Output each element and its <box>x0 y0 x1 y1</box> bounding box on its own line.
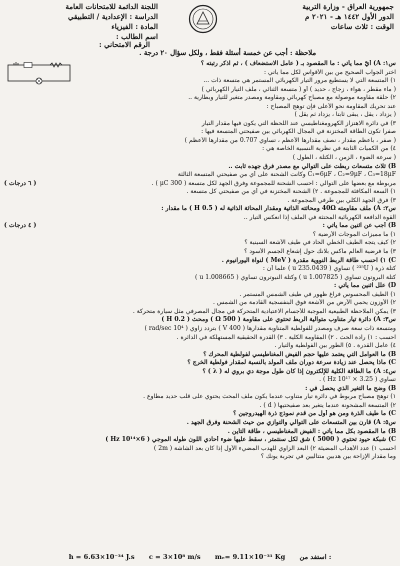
question-line <box>4 145 396 154</box>
question-line <box>4 239 396 248</box>
questions-body <box>4 60 396 462</box>
question-text: س١: A) أيّ مما يأتي : ما المقصود بـ ( عامل الاستضعاف ) ، ثم اذكر رتبته ؟ <box>200 60 396 67</box>
question-line <box>4 428 396 437</box>
question-text: ٢) المتسعة المشحونة عندما يتغير بعد صفيحتيها ( d ) . <box>259 401 396 409</box>
question-line <box>4 316 396 325</box>
question-line <box>80 69 396 78</box>
question-text: ٤) عامل القدرة . ٥) الطور بين الفولطية والتيار . <box>274 342 396 350</box>
constants-row <box>30 553 370 561</box>
question-text: صفراً تكون الطاقة المختزنة في المجال الكهربائي بين صفيحتي المتسعة فيها : <box>201 128 396 136</box>
question-text: ٣) فرق الجهد الكلي بين طرفي المجموعة . <box>287 196 396 204</box>
country-line: جمهورية العراق - وزارة التربية <box>302 2 394 11</box>
question-line <box>4 103 396 112</box>
student-name-label: اسم الطالب : <box>116 32 158 41</box>
question-text: C₁=6μF ، C₂=9μF ، C₃=18μF وكانت الشحنة على أي من صفيحتي المتسعة الثالثة <box>177 171 396 179</box>
question-text: عند تحريك المقاومة نحو الأعلى فإن توهج المصباح : <box>266 102 396 110</box>
question-text: ١) الطيف المحسوس فراغ ظهور في طيف الشمس المستمر . <box>239 290 396 298</box>
question-line <box>4 197 396 206</box>
marks-badge: ( ٦ درجات ) <box>4 179 37 187</box>
question-text: ١) المتسعة التي لا يستطيع مرور التيار الكهربائي المستمر هي متسعة ذات ... <box>203 77 396 85</box>
question-text: ٤) من الكميات الثابتة في نظرية النسبية الخاصة هي : <box>262 145 396 153</box>
question-text: س٥: A) قارن بين المتسعات على التوالي والتوازي من حيث الشحنة وفرق الجهد . <box>186 418 396 426</box>
question-text: B) ما العوامل التي يعتمد عليها حجم الفيض المغناطيسي لفولطية المحرك ؟ <box>203 350 396 358</box>
question-line <box>4 222 396 231</box>
question-line <box>4 325 396 334</box>
question-text: ٢) حلقة مقاومة موصولة مع مصباح كهربائي ومقاومة ومصدر متغير للتيار وبطارية .. <box>188 94 396 102</box>
question-line <box>4 402 396 411</box>
question-text: ١) السعة المكافئة للمجموعة . ٢) الشحنة المختزنة في أي من صفيحتي كل متسعة . <box>186 188 396 196</box>
question-text: ٢) كيف يتجه الطيف الخطي الحاد في طيف الأشعة السينية ؟ <box>244 239 396 247</box>
question-line <box>4 265 396 274</box>
question-line <box>4 163 396 172</box>
question-text: كتلة البروتون تساوي ( 1.007825 u ) وكتلة النيوترون تساوي ( 1.008665 u ) <box>194 273 396 281</box>
question-line <box>4 214 396 223</box>
question-line <box>4 248 396 257</box>
question-text: ( ماء مقطر ، هواء ، زجاج ، حديد ) أو ( متسعة الثنائي ، ملف التيار الكهربائي ) <box>201 85 396 93</box>
question-text: احسب : ١) رادة الحث . ٢) المقاومة الكلية . ٣) القدرة الحقيقية المستهلكة في الدائرة . <box>176 333 396 341</box>
electron-mass: mₑ= 9.11×10⁻³¹ Kg <box>214 553 286 561</box>
question-line <box>4 94 396 103</box>
circuit-diagram-icon <box>4 61 74 85</box>
question-text: ٢) الأوزون يحمي الأرض من الأشعة فوق البنفسجية القادمة من الشمس . <box>213 299 396 307</box>
question-text: ١) ما مميزات الموجات الأرضية ؟ <box>312 230 396 238</box>
question-text: B) أجب عن اثنين مما يأتي : <box>322 222 396 230</box>
question-line <box>80 60 396 69</box>
question-text: ( صفر ، بأعظم مقدار ، نصف مقدارها الأعظم ، تساوي 0.707 من مقدارها الأعظم ) <box>184 136 396 144</box>
question-line <box>4 120 396 129</box>
question-text: B) وضح ما التغير الذي يحصل في : <box>305 384 396 392</box>
seat-number-label: الرقم الامتحاني : <box>99 40 150 49</box>
question-line <box>4 419 396 428</box>
question-text: اختر الجواب الصحيح من بين الأقواس لكل مما يأتي : <box>264 68 396 76</box>
question-line <box>4 171 396 180</box>
question-line <box>4 86 396 95</box>
committee-line: اللجنة الدائمة للامتحانات العامة <box>65 2 158 11</box>
constants-label: استفد من : <box>299 553 332 561</box>
question-text: ٣) يمكن الملاحظة الطبيعية الموجبة للأجسام الاعتيادية المتحركة في مجال المصرفي مثل سيارة متحركة . <box>132 307 396 315</box>
question-text: تساوي ( 3.25 × 10¹⁷ Hz ) . <box>319 376 396 384</box>
round-line: الدور الأول ١٤٤٢ هـ - ٢٠٢١ م <box>305 12 394 21</box>
question-text: ٣) في دائرة الاهتزاز الكهرومغناطيسي عند اللحظة التي يكون فيها مقدار التيار <box>201 119 396 127</box>
question-line <box>4 342 396 351</box>
question-line <box>4 154 396 163</box>
question-line <box>4 180 396 189</box>
header-ministry-block <box>244 2 394 32</box>
question-text: ١) توهج مصباح مربوط في دائرة تيار متناوب عندما يكون ملف المحث يحتوي على قلب حديد مطاوع . <box>143 393 396 401</box>
question-line <box>4 137 396 146</box>
question-text: احسب ١) عدد الأهداب المضيئة ٢) البعد الزاوي للهدب المضيء الأول إذا كان بعد الشاشة ( 2m ) <box>153 444 396 452</box>
exam-header <box>4 2 396 60</box>
question-line <box>4 351 396 360</box>
time-line: الوقت : ثلاث ساعات <box>330 22 394 31</box>
question-text: C) شبكة حيود تحتوي ( 5000 ) شق لكل سنتمتر ، سقط عليها ضوء أحادي اللون طوله الموجي ( 6×10¹⁴ Hz ) <box>105 436 396 444</box>
question-text: C) ما طيف الذرة ومن هو أول من قدم نموذج ذرة الهيدروجين ؟ <box>233 410 396 418</box>
exam-note: ملاحظة : أجب عن خمسة أسئلة فقط ، ولكل سؤال ٢٠ درجة . <box>139 49 316 57</box>
question-text: C) ١) احسب طاقة الربط النووية مقدرة ( MeV ) لنواة اليورانيوم . <box>221 256 396 264</box>
question-text: كتلة ذرة ( ²³⁵U ) تساوي ( 235.0439 u ) علماً أن : <box>262 265 396 273</box>
question-line <box>4 385 396 394</box>
question-text: س٣: A) دائرة تيار متناوب متوالية الربط تحتوي على مقاومة ( 500 Ω ) ومحث ( 0.2 H ) <box>161 316 396 324</box>
question-text: س٢: A) ملف مقاومته 40Ω ومحاثته الذاتية ومقدار المحاثة الذاتية له ( 0.5 H ) ما مقدار : <box>161 205 396 213</box>
question-line <box>4 393 396 402</box>
question-line <box>4 188 396 197</box>
question-line <box>4 308 396 317</box>
question-line <box>4 436 396 445</box>
question-text: B) ما المقصود بكل مما يأتي : الفيض المغناطيسي ، طاقة التأين . <box>227 427 396 435</box>
question-text: ( سرعة الضوء ، الزمن ، الكتلة ، الطول ) <box>292 154 396 162</box>
question-line <box>4 453 396 462</box>
question-line <box>4 274 396 283</box>
question-text: مربوطة مع بعضها على التوالي : احسب الشحنة للمجموعة وفرق الجهد لكل متسعة ( 300 μC ) . <box>151 179 396 187</box>
study-line: الدراسة : الإعدادية / التطبيقي <box>67 12 158 21</box>
question-line <box>4 299 396 308</box>
question-line <box>4 368 396 377</box>
ministry-seal-icon <box>188 4 218 34</box>
speed-of-light: c = 3×10⁸ m/s <box>148 553 201 561</box>
planck-constant: h = 6.63×10⁻³⁴ J.s <box>68 553 135 561</box>
question-text: ومتسعة ذات سعة صرف ومصدر للفولطية المتناوبة مقدارها ( 400 V ) بتردد زاوي ( 10⁴ rad/sec ) <box>144 324 396 332</box>
question-line <box>4 257 396 266</box>
question-line <box>4 291 396 300</box>
question-text: ٣) ما فرضية العالم ماكس بلانك حول إشعاع الجسم الأسود ؟ <box>244 248 396 256</box>
question-line <box>4 445 396 454</box>
question-text: B) ثلاث متسعات ربطت على التوالي مع مصدر فرق جهده ثابت .. <box>228 162 396 170</box>
question-text: D) علل اثنين مما يأتي : <box>334 282 396 290</box>
question-text: C) ماذا يحصل عند زيادة سرعة دوران ملف المولد بالنسبة لمقدار فولطية الخرج ؟ <box>187 359 396 367</box>
question-line <box>4 376 396 385</box>
question-line <box>4 359 396 368</box>
question-text: ( يزداد ، يقل ، يبقى ثابتاً ، يزداد ثم يقل ) <box>294 111 396 119</box>
question-line <box>4 111 396 120</box>
question-line <box>4 282 396 291</box>
question-line <box>4 410 396 419</box>
question-line <box>80 77 396 86</box>
question-line <box>4 205 396 214</box>
header-committee-block <box>8 2 158 42</box>
question-line <box>4 231 396 240</box>
question-line <box>4 128 396 137</box>
question-line <box>4 334 396 343</box>
question-text: القوة الدافعة الكهربائية المحتثة في الملف إذا انعكس التيار .. <box>243 213 396 221</box>
subject-line: المادة : الفيزياء <box>111 22 158 31</box>
question-text: وما مقدار الإزاحة بين هدبين متتاليين في تجربة يونك ؟ <box>260 453 396 461</box>
question-text: س٤: A) ما الطاقة الكلية للإلكترون إذا كان طول موجة دي بروي له ( λ ) ؟ <box>202 367 396 375</box>
marks-badge: ( ٤ درجات ) <box>4 222 37 230</box>
